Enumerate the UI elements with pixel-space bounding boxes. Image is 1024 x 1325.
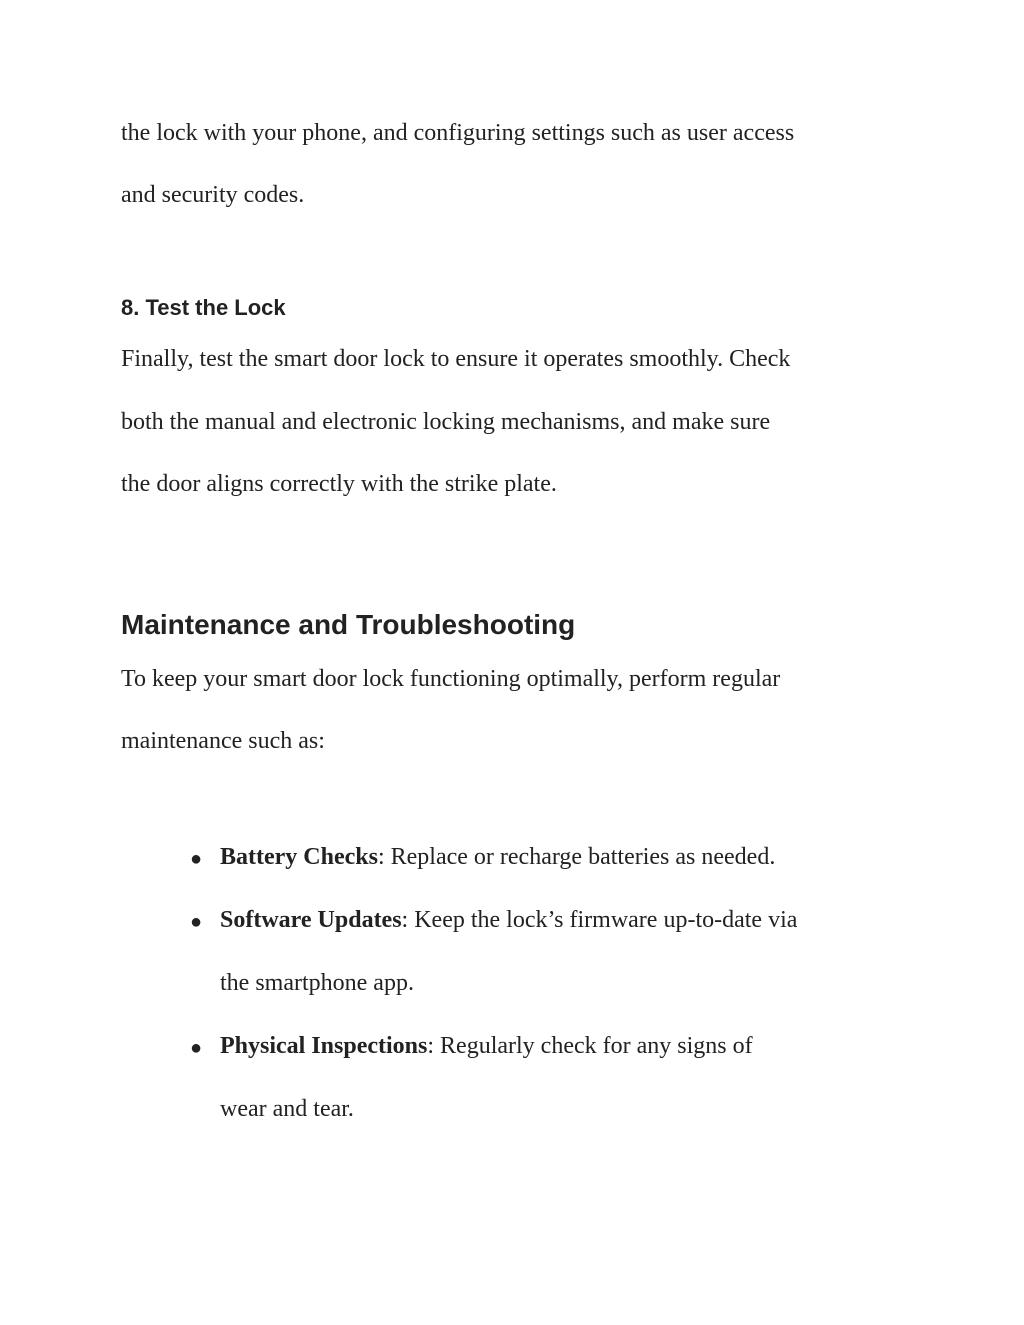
intro-line-1: the lock with your phone, and configuring settings such as user access [121,120,795,146]
intro-line-2: and security codes. [121,182,305,208]
bullet-term: Software Updates [220,907,402,933]
step-8-heading: 8. Test the Lock [121,295,286,320]
step-8-line-2: both the manual and electronic locking mechanisms, and make sure [121,409,771,435]
bullet-text: : Replace or recharge batteries as needed. [377,844,776,870]
list-item [220,907,797,934]
maintenance-line-2: maintenance such as: [121,728,325,754]
bullet-term: Battery Checks [220,844,378,870]
maintenance-line-1: To keep your smart door lock functioning optimally, perform regular [121,666,781,692]
step-8-line-1: Finally, test the smart door lock to ensure it operates smoothly. Check [121,346,791,372]
bullet-text: : Keep the lock’s firmware up-to-date via [401,907,798,933]
bullet-continuation: wear and tear. [220,1096,354,1122]
step-8-line-3: the door aligns correctly with the strike plate. [121,471,557,497]
list-item [220,844,775,871]
bullet-text: : Regularly check for any signs of [427,1033,753,1059]
maintenance-heading: Maintenance and Troubleshooting [121,609,576,640]
list-item [220,1033,753,1060]
bullet-marker: ● [190,1037,203,1059]
bullet-term: Physical Inspections [220,1033,428,1059]
bullet-marker: ● [190,848,203,870]
bullet-marker: ● [190,911,203,933]
bullet-continuation: the smartphone app. [220,970,414,996]
